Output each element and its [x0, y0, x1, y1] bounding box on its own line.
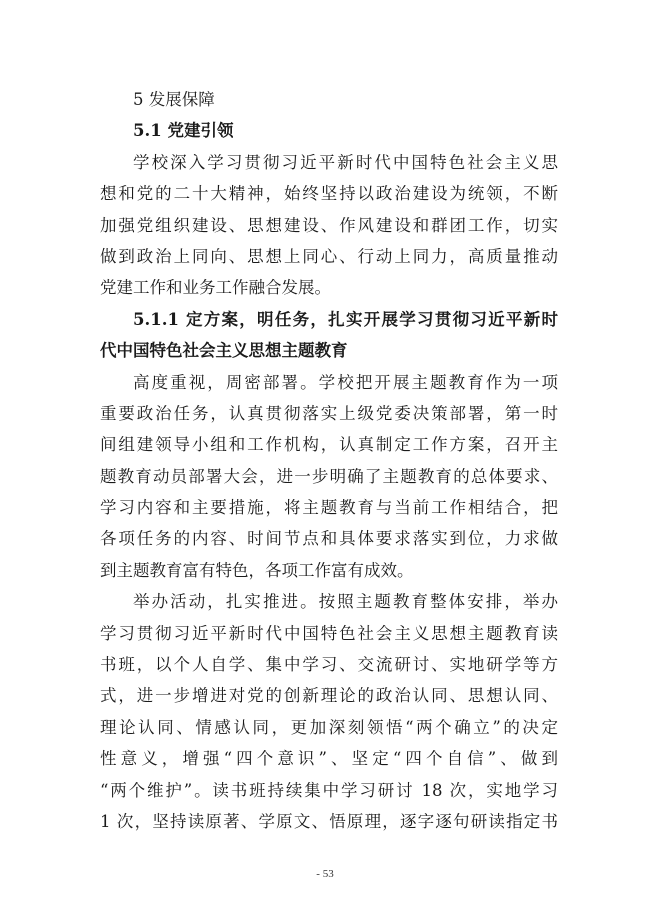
paragraph-line: 到主题教育富有特色，各项工作富有成效。	[100, 560, 414, 580]
paragraph-line: 做到政治上同向、思想上同心、行动上同力，高质量推动	[100, 246, 558, 266]
paragraph-line: 性意义，增强“四个意识”、坚定“四个自信”、做到	[100, 749, 558, 769]
subsection-heading: 5.1 党建引领	[133, 121, 234, 141]
paragraph-line: 想和党的二十大精神，始终坚持以政治建设为统领，不断	[100, 184, 558, 204]
intro-paragraph	[100, 147, 558, 304]
paragraph-three	[100, 586, 558, 837]
paragraph-line: 理论认同、情感认同，更加深刻领悟“两个确立”的决定	[100, 717, 558, 737]
paragraph-two	[100, 367, 558, 587]
paragraph-line: 学习贯彻习近平新时代中国特色社会主义思想主题教育读	[100, 623, 558, 643]
paragraph-line: 式，进一步增进对党的创新理论的政治认同、思想认同、	[100, 686, 558, 706]
paragraph-line: 高度重视，周密部署。学校把开展主题教育作为一项	[133, 372, 558, 392]
paragraph-line: 书班，以个人自学、集中学习、交流研讨、实地研学等方	[100, 655, 558, 675]
paragraph-line: “两个维护”。读书班持续集中学习研讨 18 次，实地学习	[100, 780, 558, 800]
paragraph-line: 举办活动，扎实推进。按照主题教育整体安排，举办	[133, 592, 558, 612]
section-heading: 5 发展保障	[133, 90, 215, 109]
paragraph-line: 各项任务的内容、时间节点和具体要求落实到位，力求做	[100, 529, 558, 549]
paragraph-line: 1 次，坚持读原著、学原文、悟原理，逐字逐句研读指定书	[100, 811, 558, 831]
paragraph-line: 加强党组织建设、思想建设、作风建设和群团工作，切实	[100, 215, 558, 235]
paragraph-line: 党建工作和业务工作融合发展。	[100, 278, 331, 298]
sub-subsection-heading	[100, 304, 558, 367]
heading-line: 代中国特色社会主义思想主题教育	[100, 341, 348, 361]
heading-line: 5.1.1 定方案，明任务，扎实开展学习贯彻习近平新时	[133, 309, 558, 329]
page-number: - 53	[316, 868, 334, 880]
paragraph-line: 题教育动员部署大会，进一步明确了主题教育的总体要求、	[100, 466, 558, 486]
paragraph-line: 学校深入学习贯彻习近平新时代中国特色社会主义思	[133, 152, 558, 172]
paragraph-line: 间组建领导小组和工作机构，认真制定工作方案，召开主	[100, 435, 558, 455]
paragraph-line: 重要政治任务，认真贯彻落实上级党委决策部署，第一时	[100, 403, 558, 423]
page-content	[100, 84, 558, 837]
paragraph-line: 学习内容和主要措施，将主题教育与当前工作相结合，把	[100, 498, 558, 518]
